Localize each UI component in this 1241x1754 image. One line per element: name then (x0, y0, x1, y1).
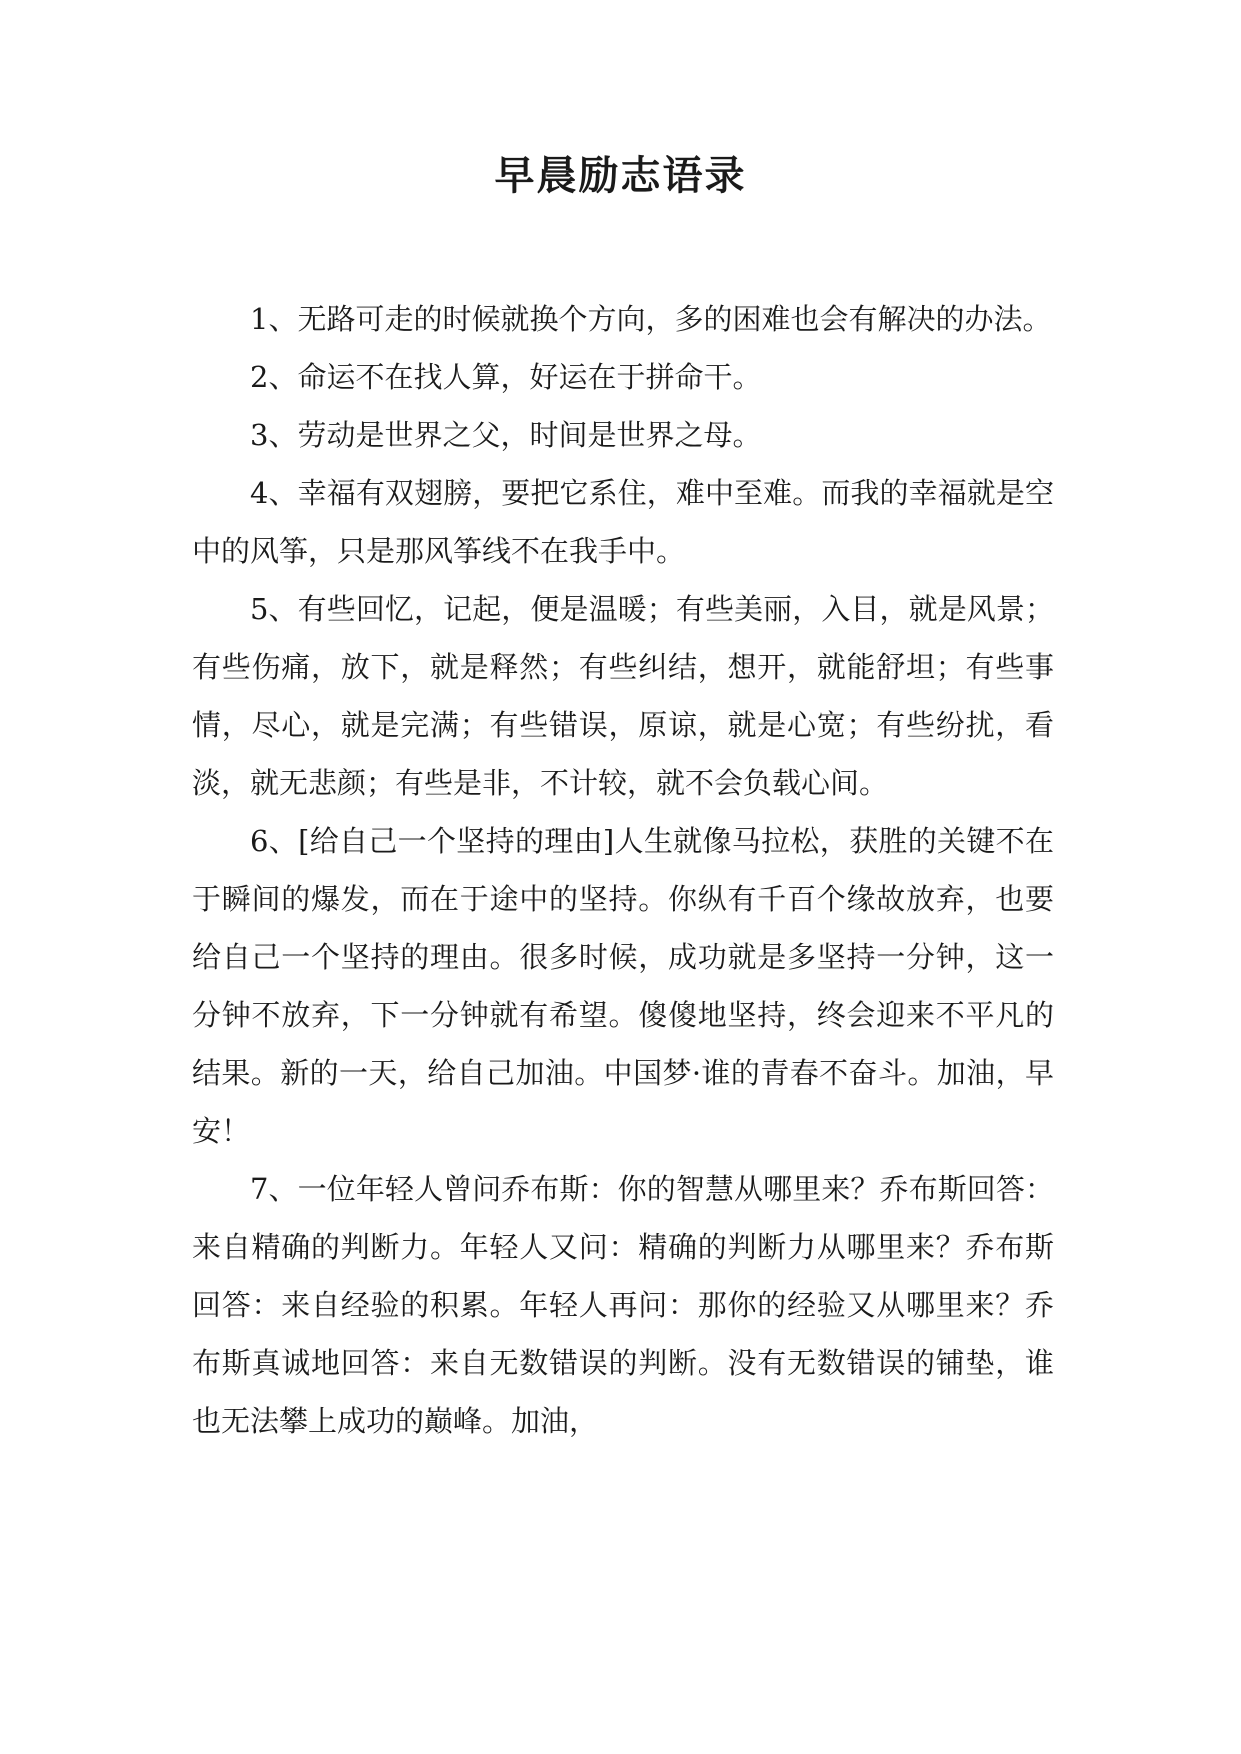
paragraph-4: 4、幸福有双翅膀，要把它系住，难中至难。而我的幸福就是空中的风筝，只是那风筝线不在我手中。 (192, 476, 1054, 568)
paragraph-3: 3、劳动是世界之父，时间是世界之母。 (250, 418, 762, 452)
paragraph-2: 2、命运不在找人算，好运在于拼命干。 (250, 360, 762, 394)
paragraph-6: 6、[给自己一个坚持的理由]人生就像马拉松，获胜的关键不在于瞬间的爆发，而在于途中的坚持。你纵有千百个缘故放弃，也要给自己一个坚持的理由。很多时候，成功就是多坚持一分钟，这一分钟不放弃，下一分钟就有希望。傻傻地坚持，终会迎来不平凡的结果。新的一天，给自己加油。中国梦·谁的青春不奋斗。加油，早安！ (192, 824, 1054, 1148)
paragraph-5: 5、有些回忆，记起，便是温暖；有些美丽，入目，就是风景；有些伤痛，放下，就是释然；有些纠结，想开，就能舒坦；有些事情，尽心，就是完满；有些错误，原谅，就是心宽；有些纷扰，看淡，就无悲颜；有些是非，不计较，就不会负载心间。 (192, 592, 1054, 800)
paragraph-7: 7、一位年轻人曾问乔布斯：你的智慧从哪里来？乔布斯回答：来自精确的判断力。年轻人又问：精确的判断力从哪里来？乔布斯回答：来自经验的积累。年轻人再问：那你的经验又从哪里来？乔布斯真诚地回答：来自无数错误的判断。没有无数错误的铺垫，谁也无法攀上成功的巅峰。加油， (192, 1172, 1054, 1438)
document-body (192, 290, 1054, 1450)
paragraph-1: 1、无路可走的时候就换个方向，多的困难也会有解决的办法。 (250, 302, 1052, 336)
document-title: 早晨励志语录 (494, 153, 747, 199)
